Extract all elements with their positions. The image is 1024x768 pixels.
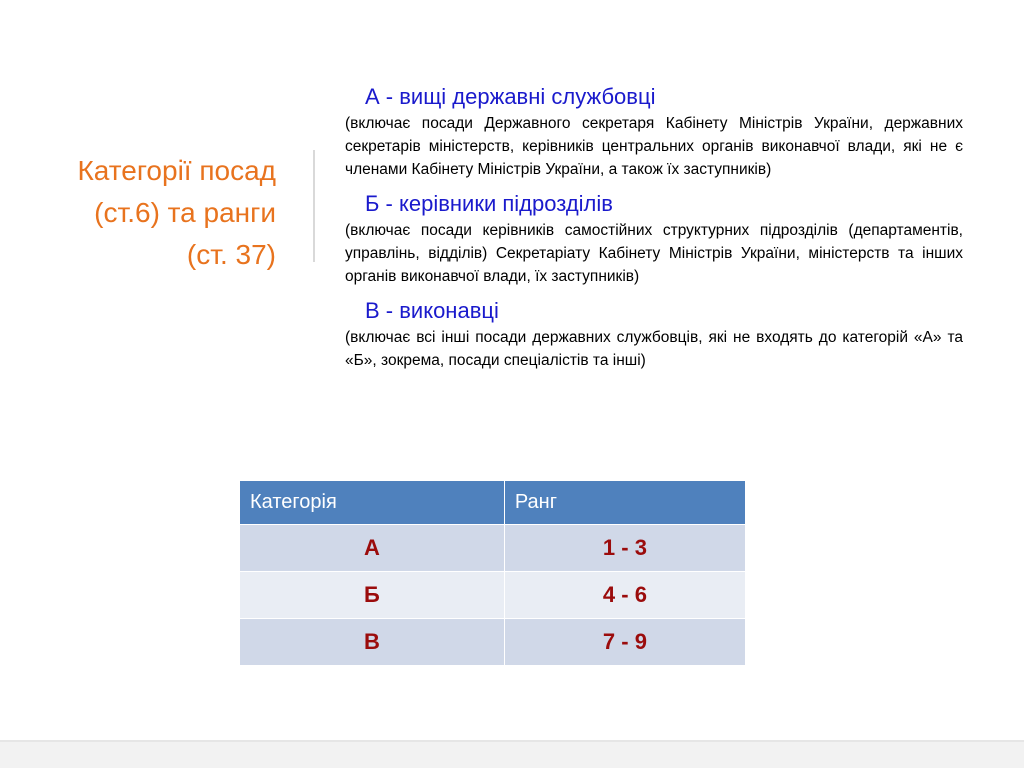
table-header-row bbox=[240, 481, 746, 525]
table-cell-category: А bbox=[240, 525, 505, 572]
category-v bbox=[345, 296, 963, 372]
table-row bbox=[240, 572, 746, 619]
category-a bbox=[345, 82, 963, 181]
category-a-heading: А - вищі державні службовці bbox=[365, 84, 656, 109]
table-header-rank: Ранг bbox=[504, 481, 745, 525]
table-cell-rank: 1 - 3 bbox=[504, 525, 745, 572]
slide-title-line-3: (ст. 37) bbox=[186, 239, 276, 270]
table-cell-category: Б bbox=[240, 572, 505, 619]
category-a-description: (включає посади Державного секретаря Кабінету Міністрів України, державних секретарів міністерств, керівників центральних органів виконавчої влади, які не є членами Кабінету Міністрів України, а також їх заступників) bbox=[345, 115, 963, 178]
table-cell-category: В bbox=[240, 619, 505, 666]
slide-title-line-2: (ст.6) та ранги bbox=[94, 197, 276, 228]
table-row bbox=[240, 619, 746, 666]
slide-title-line-1: Категорії посад bbox=[77, 155, 276, 186]
table-cell-rank: 7 - 9 bbox=[504, 619, 745, 666]
category-v-heading: В - виконавці bbox=[365, 298, 499, 323]
footer-bar bbox=[0, 740, 1024, 768]
rank-table bbox=[239, 480, 746, 666]
table-header-category: Категорія bbox=[240, 481, 505, 525]
category-b-heading: Б - керівники підрозділів bbox=[365, 191, 613, 216]
category-v-description: (включає всі інші посади державних службовців, які не входять до категорій «А» та «Б», зокрема, посади спеціалістів та інші) bbox=[345, 329, 963, 369]
table-cell-rank: 4 - 6 bbox=[504, 572, 745, 619]
category-b-description: (включає посади керівників самостійних структурних підрозділів (департаментів, управлінь, відділів) Секретаріату Кабінету Міністрів України, міністерств та інших органів виконавчої влади, їх заступників) bbox=[345, 222, 963, 285]
table-row bbox=[240, 525, 746, 572]
title-divider bbox=[313, 150, 315, 262]
categories-list bbox=[345, 82, 963, 380]
category-b bbox=[345, 189, 963, 288]
slide-title bbox=[20, 150, 276, 276]
